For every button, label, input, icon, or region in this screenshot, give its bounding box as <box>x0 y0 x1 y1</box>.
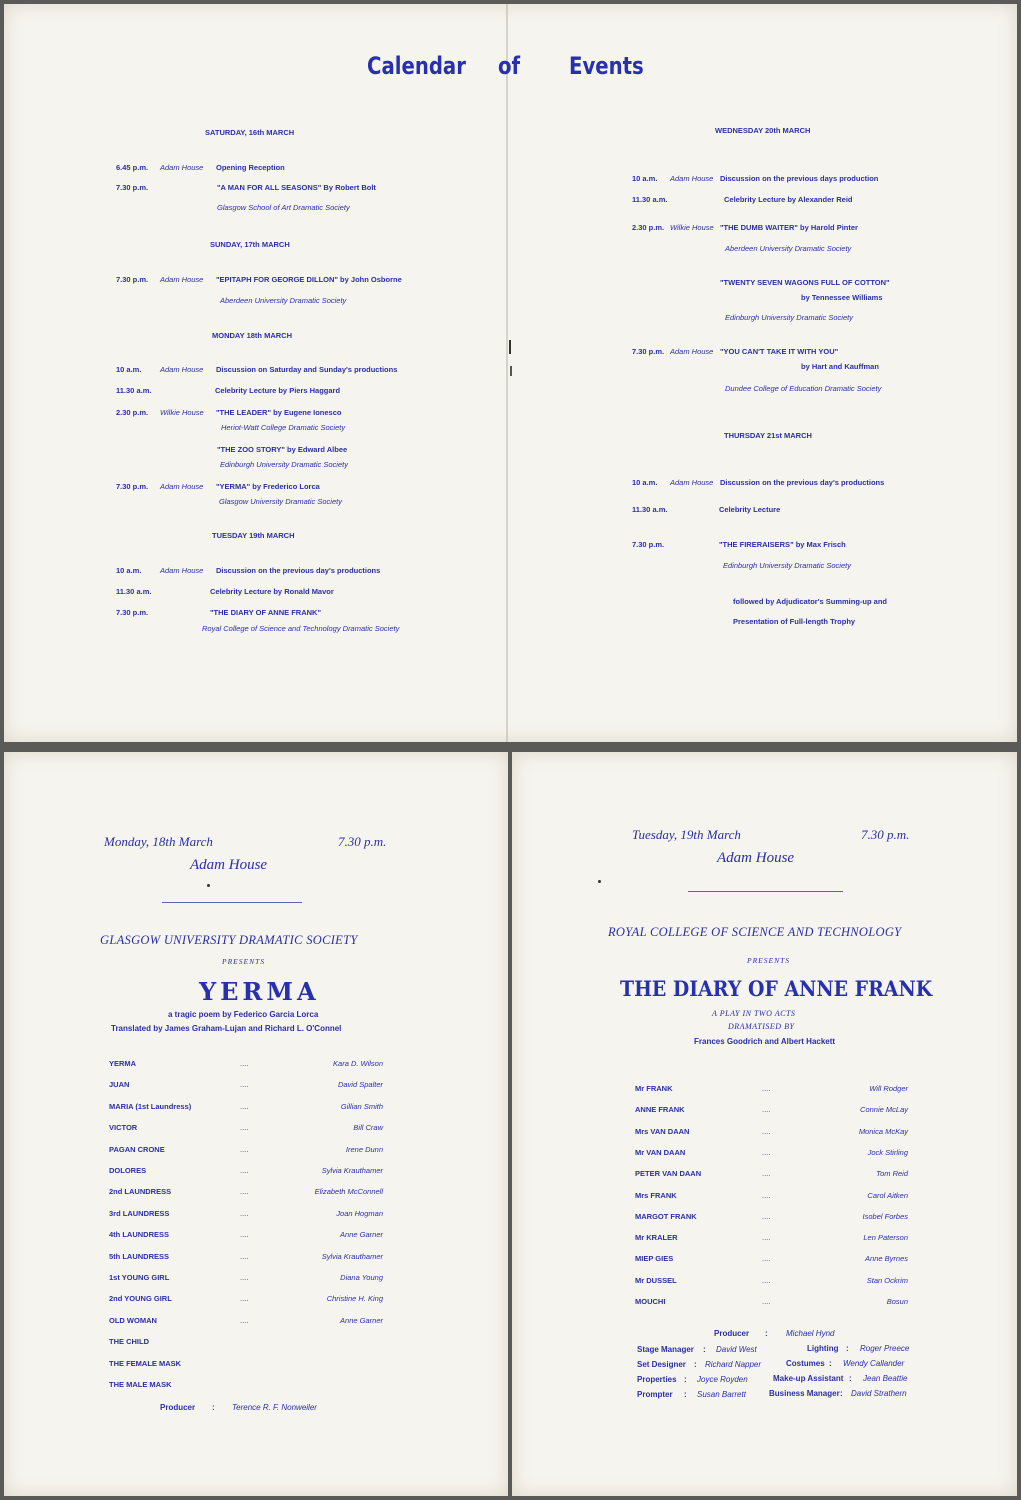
anne-frank-title: THE DIARY OF ANNE FRANK <box>620 976 933 1001</box>
cast-dots: .... <box>240 1123 249 1133</box>
staple-mark-top <box>509 340 511 354</box>
cast-dots: .... <box>240 1251 249 1261</box>
calendar-event: "A MAN FOR ALL SEASONS" By Robert Bolt <box>217 183 376 192</box>
cast-dots: .... <box>762 1275 771 1285</box>
yerma-subtitle: a tragic poem by Federico Garcia Lorca <box>168 1010 319 1019</box>
cast-dots: .... <box>240 1315 249 1325</box>
cast-role: THE CHILD <box>109 1337 149 1347</box>
af-properties-label: Properties <box>637 1375 677 1384</box>
cast-dots: .... <box>240 1101 249 1111</box>
anne-frank-presents: PRESENTS <box>747 956 790 965</box>
cast-actor: Anne Byrnes <box>865 1254 908 1264</box>
af-producer-name: Michael Hynd <box>786 1329 835 1338</box>
cast-role: ANNE FRANK <box>635 1105 685 1115</box>
af-costumes-label: Costumes <box>786 1359 825 1368</box>
calendar-venue: Adam House <box>670 478 714 487</box>
calendar-title-word-1: Calendar <box>367 52 466 80</box>
calendar-day-heading: TUESDAY 19th MARCH <box>212 531 295 540</box>
calendar-event: Discussion on the previous day's productions <box>720 478 885 487</box>
cast-actor: Sylvia Krauthamer <box>321 1166 383 1175</box>
cast-role: THE FEMALE MASK <box>109 1358 182 1368</box>
cast-role: 5th LAUNDRESS <box>109 1251 170 1261</box>
cast-role: 2nd YOUNG GIRL <box>109 1294 172 1304</box>
af-colon: : <box>849 1374 852 1383</box>
paper-speck <box>598 880 601 883</box>
cast-dots: .... <box>240 1273 249 1282</box>
af-business-manager-name: David Strathern <box>851 1389 907 1398</box>
cast-role: 4th LAUNDRESS <box>109 1230 170 1240</box>
yerma-presents: PRESENTS <box>222 957 265 966</box>
calendar-title-word-2: of <box>498 52 521 80</box>
cast-role: MIEP GIES <box>635 1254 674 1264</box>
calendar-time: 2.30 p.m. <box>116 408 149 417</box>
cast-actor: Kara D. Wilson <box>333 1059 383 1068</box>
calendar-society: Royal College of Science and Technology Dramatic Society <box>202 624 400 633</box>
af-stage-manager-name: David West <box>716 1345 757 1354</box>
cast-dots: .... <box>762 1190 771 1200</box>
calendar-society: Glasgow School of Art Dramatic Society <box>217 203 350 212</box>
calendar-day-heading: THURSDAY 21st MARCH <box>724 431 812 440</box>
calendar-day-heading: SUNDAY, 17th MARCH <box>210 240 290 249</box>
yerma-translation: Translated by James Graham-Lujan and Richard L. O'Connel <box>111 1024 342 1033</box>
calendar-time: 7.30 p.m. <box>116 183 149 192</box>
cast-actor: Connie McLay <box>860 1105 908 1115</box>
cast-role: MARGOT FRANK <box>635 1211 697 1221</box>
calendar-event: Discussion on the previous days production <box>720 174 879 183</box>
calendar-event: "YERMA" by Frederico Lorca <box>216 482 320 491</box>
cast-role: DOLORES <box>109 1166 147 1175</box>
calendar-venue: Adam House <box>160 566 204 575</box>
calendar-time: 10 a.m. <box>116 566 142 575</box>
cast-actor: Sylvia Krauthamer <box>321 1251 383 1261</box>
calendar-society: Aberdeen University Dramatic Society <box>220 296 347 305</box>
calendar-event: Presentation of Full-length Trophy <box>733 617 856 626</box>
calendar-time: 11.30 a.m. <box>632 505 668 514</box>
cast-role: MARIA (1st Laundress) <box>109 1101 192 1111</box>
cast-dots: .... <box>762 1297 771 1306</box>
calendar-society: Dundee College of Education Dramatic Society <box>725 384 882 393</box>
calendar-time: 7.30 p.m. <box>632 347 665 356</box>
af-makeup-label: Make-up Assistant <box>773 1374 844 1383</box>
anne-frank-date: Tuesday, 19th March <box>632 827 741 842</box>
cast-actor: Will Rodger <box>869 1084 908 1093</box>
calendar-society: Edinburgh University Dramatic Society <box>723 561 851 570</box>
calendar-event: "THE ZOO STORY" by Edward Albee <box>217 445 348 454</box>
af-stage-manager-label: Stage Manager <box>637 1345 694 1354</box>
af-colon: : <box>846 1344 849 1353</box>
calendar-event: Discussion on Saturday and Sunday's productions <box>216 365 398 374</box>
cast-role: VICTOR <box>109 1123 138 1133</box>
cast-dots: .... <box>762 1126 771 1136</box>
af-producer-label: Producer <box>714 1329 750 1338</box>
cast-dots: .... <box>762 1084 771 1093</box>
anne-frank-authors: Frances Goodrich and Albert Hackett <box>694 1037 836 1046</box>
cast-role: MOUCHI <box>635 1297 666 1306</box>
cast-actor: Anne Garner <box>340 1230 383 1240</box>
cast-role: THE MALE MASK <box>109 1380 172 1389</box>
calendar-venue: Wilkie House <box>160 408 204 417</box>
cast-role: Mr DUSSEL <box>635 1275 677 1285</box>
calendar-event: by Tennessee Williams <box>801 293 883 302</box>
cast-actor: Gillian Smith <box>340 1101 383 1111</box>
calendar-event: "THE DIARY OF ANNE FRANK" <box>210 608 322 617</box>
cast-role: Mrs VAN DAAN <box>635 1126 690 1136</box>
af-prompter-label: Prompter <box>637 1390 673 1399</box>
calendar-event: "THE FIRERAISERS" by Max Frisch <box>719 540 846 549</box>
cast-actor: Tom Reid <box>876 1169 908 1179</box>
anne-frank-subtitle: A PLAY IN TWO ACTS <box>712 1009 796 1018</box>
calendar-event: "YOU CAN'T TAKE IT WITH YOU" <box>720 347 839 356</box>
calendar-venue: Adam House <box>160 365 204 374</box>
calendar-venue: Adam House <box>160 163 204 172</box>
yerma-date: Monday, 18th March <box>104 834 213 849</box>
anne-frank-time: 7.30 p.m. <box>861 827 910 842</box>
calendar-event: Celebrity Lecture by Alexander Reid <box>724 195 853 204</box>
calendar-time: 11.30 a.m. <box>632 195 668 204</box>
cast-dots: .... <box>240 1080 249 1090</box>
cast-dots: .... <box>762 1105 771 1115</box>
cast-actor: Stan Ockrim <box>866 1275 908 1285</box>
calendar-time: 11.30 a.m. <box>116 386 152 395</box>
yerma-producer-name: Terence R. F. Nonweiler <box>232 1403 317 1412</box>
yerma-producer-colon: : <box>212 1403 215 1412</box>
cast-role: OLD WOMAN <box>109 1315 157 1325</box>
calendar-society: Edinburgh University Dramatic Society <box>725 313 853 322</box>
anne-frank-divider <box>688 891 843 892</box>
cast-role: Mr FRANK <box>635 1084 673 1093</box>
af-lighting-name: Roger Preece <box>860 1344 910 1353</box>
af-properties-name: Joyce Royden <box>697 1375 748 1384</box>
calendar-event: followed by Adjudicator's Summing-up and <box>733 597 888 606</box>
calendar-event: Opening Reception <box>216 163 285 172</box>
af-colon: : <box>694 1360 697 1369</box>
calendar-society: Heriot-Watt College Dramatic Society <box>221 423 346 432</box>
af-colon: : <box>684 1375 687 1384</box>
calendar-society: Aberdeen University Dramatic Society <box>725 244 852 253</box>
cast-role: 1st YOUNG GIRL <box>109 1273 170 1282</box>
paper-speck <box>207 884 210 887</box>
calendar-day-heading: SATURDAY, 16th MARCH <box>205 128 295 137</box>
cast-dots: .... <box>240 1208 249 1218</box>
calendar-time: 7.30 p.m. <box>632 540 665 549</box>
calendar-day-heading: MONDAY 18th MARCH <box>212 331 293 340</box>
anne-frank-venue: Adam House <box>717 850 795 866</box>
calendar-event: Celebrity Lecture by Piers Haggard <box>215 386 341 395</box>
cast-dots: .... <box>762 1211 771 1221</box>
calendar-event: "THE DUMB WAITER" by Harold Pinter <box>720 223 858 232</box>
af-lighting-label: Lighting <box>807 1344 839 1353</box>
cast-dots: .... <box>240 1294 249 1304</box>
cast-role: PAGAN CRONE <box>109 1144 165 1154</box>
cast-actor: Diana Young <box>340 1273 383 1282</box>
calendar-event: Celebrity Lecture by Ronald Mavor <box>210 587 334 596</box>
af-prompter-name: Susan Barrett <box>697 1390 746 1399</box>
calendar-society: Glasgow University Dramatic Society <box>219 497 342 506</box>
af-makeup-name: Jean Beattie <box>863 1374 908 1383</box>
cast-dots: .... <box>240 1059 249 1068</box>
af-colon: : <box>829 1359 832 1368</box>
calendar-time: 7.30 p.m. <box>116 608 149 617</box>
calendar-time: 6.45 p.m. <box>116 163 149 172</box>
calendar-time: 10 a.m. <box>632 174 658 183</box>
cast-actor: Christine H. King <box>326 1294 383 1304</box>
anne-frank-dramatised-by: DRAMATISED BY <box>728 1022 795 1031</box>
cast-dots: .... <box>762 1233 771 1243</box>
cast-role: Mr VAN DAAN <box>635 1147 686 1157</box>
calendar-venue: Wilkie House <box>670 223 714 232</box>
af-costumes-name: Wendy Callander <box>843 1359 905 1368</box>
cast-role: YERMA <box>109 1059 137 1068</box>
af-colon: : <box>840 1389 843 1398</box>
calendar-society: Edinburgh University Dramatic Society <box>220 460 348 469</box>
anne-frank-society: ROYAL COLLEGE OF SCIENCE AND TECHNOLOGY <box>608 925 902 939</box>
cast-actor: Bill Craw <box>353 1123 383 1133</box>
calendar-event: Discussion on the previous day's productions <box>216 566 381 575</box>
staple-mark-bottom <box>510 366 512 376</box>
calendar-time: 10 a.m. <box>116 365 142 374</box>
af-business-manager-label: Business Manager <box>769 1389 840 1398</box>
calendar-venue: Adam House <box>160 275 204 284</box>
cast-actor: Elizabeth McConnell <box>314 1187 383 1197</box>
calendar-event: Celebrity Lecture <box>719 505 781 514</box>
yerma-title: YERMA <box>199 977 320 1006</box>
calendar-event: by Hart and Kauffman <box>801 362 879 371</box>
cast-dots: .... <box>240 1144 249 1154</box>
cast-dots: .... <box>240 1187 249 1197</box>
af-set-designer-name: Richard Napper <box>705 1360 762 1369</box>
cast-role: PETER VAN DAAN <box>635 1169 702 1179</box>
cast-role: 3rd LAUNDRESS <box>109 1208 170 1218</box>
yerma-divider <box>162 902 302 903</box>
cast-dots: .... <box>240 1166 249 1175</box>
calendar-time: 7.30 p.m. <box>116 275 149 284</box>
cast-role: JUAN <box>109 1080 130 1090</box>
cast-actor: Jock Stirling <box>867 1147 908 1157</box>
calendar-time: 11.30 a.m. <box>116 587 152 596</box>
cast-dots: .... <box>762 1147 771 1157</box>
af-colon: : <box>703 1345 706 1354</box>
calendar-title-word-3: Events <box>569 52 644 80</box>
cast-dots: .... <box>762 1169 771 1179</box>
calendar-venue: Adam House <box>160 482 204 491</box>
cast-actor: Anne Garner <box>340 1315 383 1325</box>
cast-actor: Irene Dunn <box>345 1144 383 1154</box>
yerma-producer-label: Producer <box>160 1403 196 1412</box>
af-set-designer-label: Set Designer <box>637 1360 686 1369</box>
calendar-day-heading: WEDNESDAY 20th MARCH <box>715 126 811 135</box>
calendar-time: 7.30 p.m. <box>116 482 149 491</box>
yerma-society: GLASGOW UNIVERSITY DRAMATIC SOCIETY <box>100 933 358 947</box>
cast-role: 2nd LAUNDRESS <box>109 1187 172 1197</box>
calendar-time: 10 a.m. <box>632 478 658 487</box>
center-fold <box>506 4 508 742</box>
cast-dots: .... <box>762 1254 771 1264</box>
calendar-event: "EPITAPH FOR GEORGE DILLON" by John Osborne <box>216 275 402 284</box>
calendar-venue: Adam House <box>670 174 714 183</box>
calendar-time: 2.30 p.m. <box>632 223 665 232</box>
cast-actor: Len Paterson <box>863 1233 908 1243</box>
cast-role: Mrs FRANK <box>635 1190 677 1200</box>
af-colon: : <box>765 1329 768 1338</box>
yerma-venue: Adam House <box>190 857 268 873</box>
af-colon: : <box>684 1390 687 1399</box>
yerma-time: 7.30 p.m. <box>338 834 387 849</box>
cast-actor: Bosun <box>886 1297 908 1306</box>
cast-actor: Joan Hogman <box>336 1208 383 1218</box>
calendar-event: "THE LEADER" by Eugene Ionesco <box>216 408 342 417</box>
calendar-event: "TWENTY SEVEN WAGONS FULL OF COTTON" <box>720 278 890 287</box>
cast-actor: Isobel Forbes <box>862 1211 908 1221</box>
cast-actor: David Spalter <box>337 1080 383 1090</box>
calendar-venue: Adam House <box>670 347 714 356</box>
cast-actor: Carol Aitken <box>867 1190 908 1200</box>
cast-dots: .... <box>240 1230 249 1240</box>
cast-role: Mr KRALER <box>635 1233 678 1243</box>
cast-actor: Monica McKay <box>858 1126 908 1136</box>
